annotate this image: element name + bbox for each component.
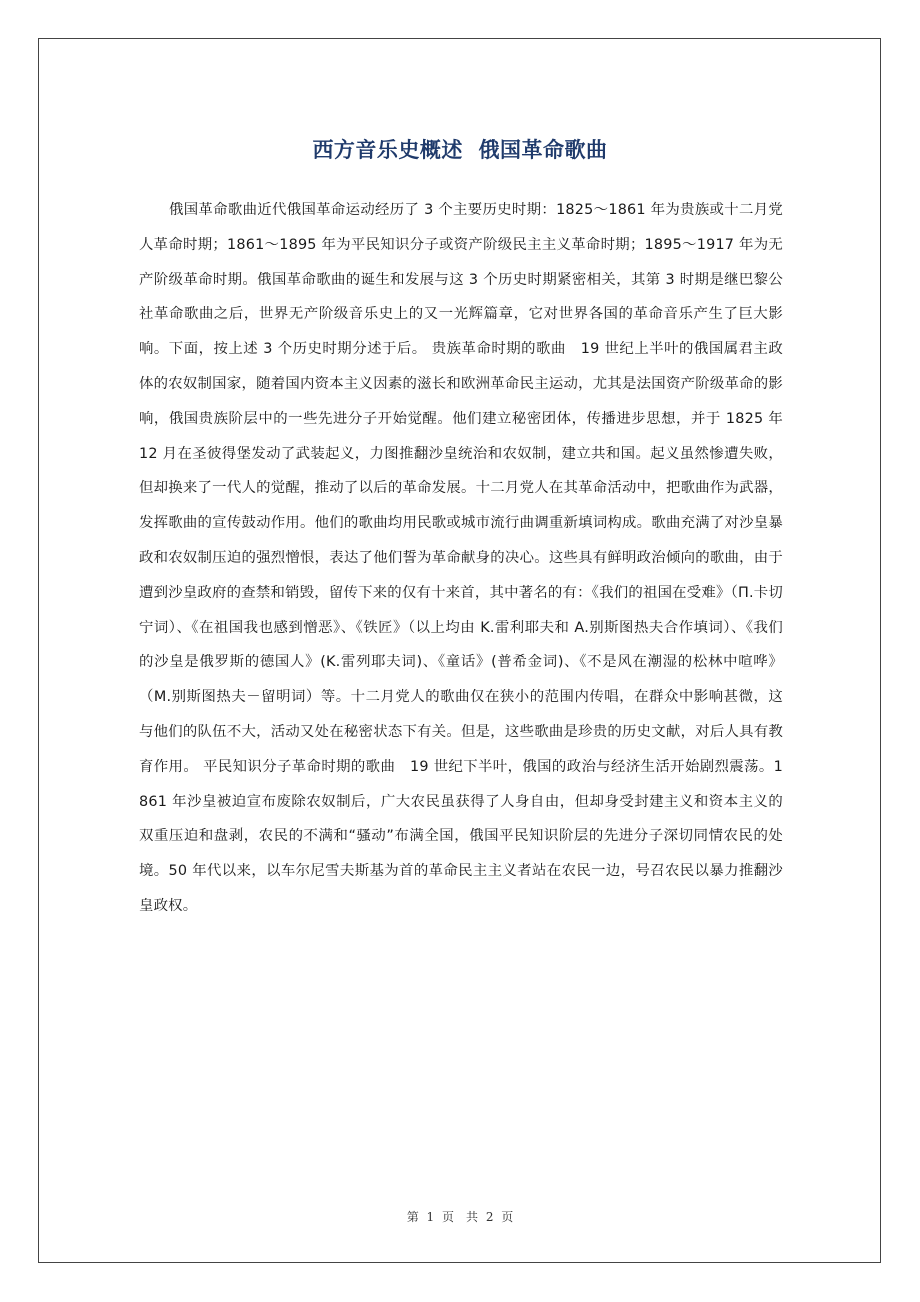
- document-title: 西方音乐史概述 俄国革命歌曲: [312, 138, 608, 163]
- page-number-footer: 第 1 页 共 2 页: [406, 1210, 514, 1224]
- body-paragraph: 俄国革命歌曲近代俄国革命运动经历了 3 个主要历史时期：1825～1861 年为贵族或十二月党人革命时期；1861～1895 年为平民知识分子或资产阶级民主主义革命时期；1895～1917 年为无产阶级革命时期。俄国革命歌曲的诞生和发展与这 3 个历史时期紧密相关，其第 3 时期是继巴黎公社革命歌曲之后，世界无产阶级音乐史上的又一光辉篇章，它对世界各国的革命音乐产生了巨大影响。下面，按上述 3 个历史时期分述于后。 贵族革命时期的歌曲 19 世纪上半叶的俄国属君主政体的农奴制国家，随着国内资本主义因素的滋长和欧洲革命民主运动，尤其是法国资产阶级革命的影响，俄国贵族阶层中的一些先进分子开始觉醒。他们建立秘密团体，传播进步思想，并于 1825 年 12 月在圣彼得堡发动了武装起义，力图推翻沙皇统治和农奴制，建立共和国。起义虽然惨遭失败，但却换来了一代人的觉醒，推动了以后的革命发展。十二月党人在其革命活动中，把歌曲作为武器，发挥歌曲的宣传鼓动作用。他们的歌曲均用民歌或城市流行曲调重新填词构成。歌曲充满了对沙皇暴政和农奴制压迫的强烈憎恨，表达了他们誓为革命献身的决心。这些具有鲜明政治倾向的歌曲，由于遭到沙皇政府的查禁和销毁，留传下来的仅有十来首，其中著名的有：《我们的祖国在受难》（П.卡切宁词）、《在祖国我也感到憎恶》、《铁匠》（以上均由 K.雷利耶夫和 A.别斯图热夫合作填词）、《我们的沙皇是俄罗斯的德国人》(K.雷列耶夫词)、《童话》(普希金词)、《不是风在潮湿的松林中喧哗》（M.别斯图热夫－留明词）等。十二月党人的歌曲仅在狭小的范围内传唱，在群众中影响甚微，这与他们的队伍不大，活动又处在秘密状态下有关。但是，这些歌曲是珍贵的历史文献，对后人具有教育作用。 平民知识分子革命时期的歌曲 19 世纪下半叶，俄国的政治与经济生活开始剧烈震荡。1861 年沙皇被迫宣布废除农奴制后，广大农民虽获得了人身自由，但却身受封建主义和资本主义的双重压迫和盘剥，农民的不满和“骚动”布满全国，俄国平民知识阶层的先进分子深切同情农民的处境。50 年代以来，以车尔尼雪夫斯基为首的革命民主主义者站在农民一边，号召农民以暴力推翻沙皇政权。: [139, 202, 783, 914]
